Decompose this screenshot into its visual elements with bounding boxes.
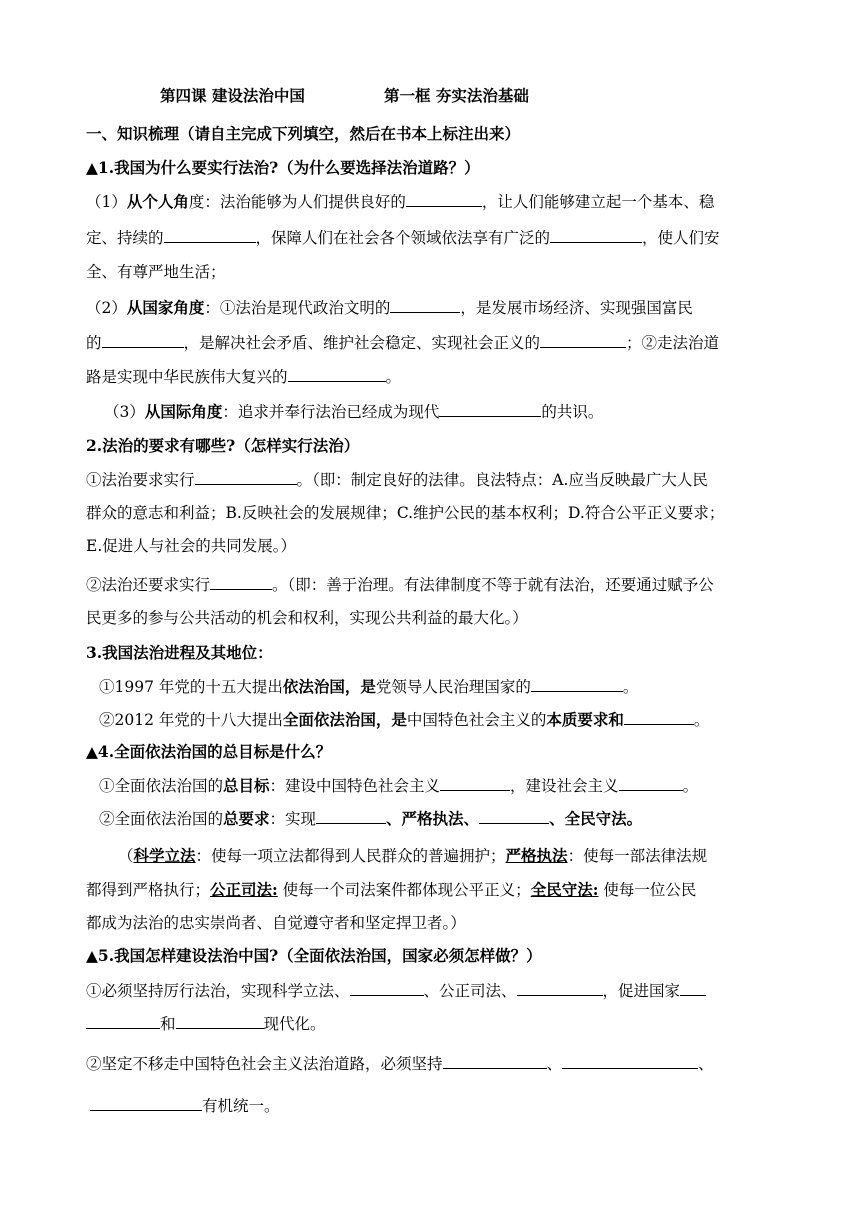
q5-line2 bbox=[86, 1013, 326, 1034]
blank-input[interactable] bbox=[176, 1013, 264, 1029]
blank-input[interactable] bbox=[680, 980, 706, 996]
blank-input[interactable] bbox=[540, 332, 626, 348]
q1-p3-text-b: 的共识。 bbox=[541, 403, 604, 421]
blank-input[interactable] bbox=[210, 574, 272, 590]
blank-input[interactable] bbox=[479, 808, 549, 824]
q1-p1-keyword: 从个人角 bbox=[126, 192, 189, 211]
q4-l1-c: ：建设中国特色社会主义 bbox=[269, 777, 441, 795]
q1-p1-text-c: 定、持续的 bbox=[86, 229, 164, 247]
q1-p1-text-d: ，保障人们在社会各个领域依法享有广泛的 bbox=[255, 229, 551, 247]
blank-input[interactable] bbox=[390, 297, 460, 313]
q4-l1-d: ，建设社会主义 bbox=[510, 777, 619, 795]
q4-line1 bbox=[99, 775, 698, 796]
blank-input[interactable] bbox=[195, 469, 297, 485]
section-title: 第一框 夯实法治基础 bbox=[384, 86, 529, 105]
q1-p2-text-a: ：①法治是现代政治文明的 bbox=[204, 299, 391, 317]
q4-note-key3: 公正司法: bbox=[210, 880, 278, 899]
q3-l1-b: 依法治国，是 bbox=[282, 677, 376, 696]
blank-input[interactable] bbox=[443, 1053, 547, 1069]
q1-p3-prefix: （3） bbox=[104, 403, 145, 421]
q4-note-text5: 使每一位公民 bbox=[598, 881, 697, 899]
q5-l2-b: 现代化。 bbox=[263, 1015, 326, 1033]
blank-input[interactable] bbox=[550, 227, 642, 243]
q4-l2-c: ：实现 bbox=[269, 810, 317, 828]
q4-note-text4: 使每一个司法案件都体现公平正义； bbox=[277, 881, 531, 899]
q5-line4 bbox=[90, 1095, 280, 1116]
q1-p2-text-b: ，是发展市场经济、实现强国富民 bbox=[460, 299, 693, 317]
q2-b-text-2: 。（即：善于治理。有法律制度不等于就有法治，还要通过赋予公 bbox=[272, 576, 714, 594]
q2-a-text-1: ①法治要求实行 bbox=[86, 471, 195, 489]
blank-input[interactable] bbox=[86, 1013, 160, 1029]
q3-l2-a: ②2012 年党的十八大提出 bbox=[99, 711, 283, 729]
q5-l1-c: ，促进国家 bbox=[602, 982, 681, 1000]
blank-input[interactable] bbox=[90, 1095, 202, 1111]
q1-p2-text-d: ，是解决社会矛盾、维护社会稳定、实现社会正义的 bbox=[183, 334, 541, 352]
q4-l2-e: 、全民守法。 bbox=[549, 809, 643, 828]
q4-l2-d: 、严格执法、 bbox=[386, 809, 480, 828]
q1-p2-text-f: 路是实现中华民族伟大复兴的 bbox=[86, 368, 288, 386]
blank-input[interactable] bbox=[316, 808, 386, 824]
q5-line1 bbox=[86, 980, 706, 1001]
q1-p2-keyword: 从国家角度 bbox=[126, 298, 205, 317]
q2-b-line2: 民更多的参与公共活动的机会和权利，实现公共利益的最大化。） bbox=[86, 609, 528, 627]
q4-note-text1: ：使每一项立法都得到人民群众的普遍拥护； bbox=[195, 847, 506, 865]
q1-p1-line1 bbox=[86, 191, 714, 212]
q3-line2 bbox=[99, 709, 709, 730]
blank-input[interactable] bbox=[531, 676, 623, 692]
q5-l3-a: ②坚定不移走中国特色社会主义法治道路，必须坚持 bbox=[86, 1055, 443, 1073]
q1-p1-text-a: 度：法治能够为人们提供良好的 bbox=[188, 193, 406, 211]
q3-l2-d: 本质要求和 bbox=[546, 710, 624, 729]
q3-heading: 3.我国法治进程及其地位： bbox=[86, 643, 273, 662]
q4-note-line1 bbox=[118, 846, 707, 866]
q4-line2 bbox=[99, 808, 642, 829]
q3-line1 bbox=[99, 676, 638, 697]
blank-input[interactable] bbox=[517, 980, 603, 996]
part1-heading: 一、知识梳理（请自主完成下列填空，然后在书本上标注出来） bbox=[86, 124, 521, 143]
q3-l2-b: 全面依法治国，是 bbox=[282, 710, 407, 729]
q1-p3-keyword: 从国际角度 bbox=[144, 402, 223, 421]
q4-note-line3: 都成为法治的忠实崇尚者、自觉遵守者和坚定捍卫者。） bbox=[86, 914, 466, 932]
q1-p1-text-e: ，使人们安 bbox=[642, 229, 720, 247]
q4-note-text2: ：使每一部法律法规 bbox=[567, 847, 708, 865]
q3-l1-d: 。 bbox=[622, 678, 639, 696]
q4-note-text3: 都得到严格执行； bbox=[86, 881, 211, 899]
q2-a-line2: 群众的意志和利益；B.反映社会的发展规律；C.维护公民的基本权利；D.符合公平正义要求； bbox=[86, 504, 725, 522]
blank-input[interactable] bbox=[440, 775, 510, 791]
q1-p2-text-c: 的 bbox=[86, 334, 102, 352]
q1-heading: ▲1.我国为什么要实行法治?（为什么要选择法治道路？） bbox=[86, 158, 480, 177]
blank-input[interactable] bbox=[562, 1053, 698, 1069]
q5-l4-a: 有机统一。 bbox=[202, 1097, 280, 1115]
q1-p1-line2 bbox=[86, 227, 720, 248]
blank-input[interactable] bbox=[164, 227, 256, 243]
q1-p3-text-a: ：追求并奉行法治已经成为现代 bbox=[222, 403, 440, 421]
q5-heading: ▲5.我国怎样建设法治中国?（全面依法治国，国家必须怎样做？） bbox=[86, 946, 542, 965]
q1-p1-line3: 全、有尊严地生活； bbox=[86, 263, 226, 281]
q5-line3 bbox=[86, 1053, 714, 1074]
blank-input[interactable] bbox=[288, 366, 386, 382]
q1-p2-line1 bbox=[86, 297, 693, 318]
q2-a-text-2: 。（即：制定良好的法律。良法特点：A.应当反映最广大人民 bbox=[296, 471, 708, 489]
q5-l1-b: 、公正司法、 bbox=[423, 982, 517, 1000]
q2-heading: 2.法治的要求有哪些?（怎样实行法治） bbox=[86, 436, 360, 455]
q1-p2-text-g: 。 bbox=[385, 368, 402, 386]
q1-p1-prefix: （1） bbox=[86, 193, 127, 211]
q4-l2-b: 总要求 bbox=[223, 809, 270, 828]
q4-note-line2 bbox=[86, 880, 696, 900]
q3-l1-c: 党领导人民治理国家的 bbox=[375, 678, 531, 696]
q5-l3-b: 、 bbox=[546, 1055, 563, 1073]
blank-input[interactable] bbox=[102, 332, 184, 348]
blank-input[interactable] bbox=[406, 191, 482, 207]
q4-l1-e: 。 bbox=[682, 777, 699, 795]
q4-note-key2: 严格执法 bbox=[505, 846, 568, 865]
q4-l1-a: ①全面依法治国的 bbox=[99, 777, 224, 795]
q3-l1-a: ①1997 年党的十五大提出 bbox=[99, 678, 283, 696]
lesson-title: 第四课 建设法治中国 bbox=[160, 86, 305, 105]
q3-l2-e: 。 bbox=[693, 711, 710, 729]
q2-b-line1 bbox=[86, 574, 714, 595]
q1-p2-text-e: ；②走法治道 bbox=[626, 334, 720, 352]
q4-heading: ▲4.全面依法治国的总目标是什么？ bbox=[86, 742, 332, 761]
q1-p2-line2 bbox=[86, 332, 719, 353]
q1-p1-text-b: ，让人们能够建立起一个基本、稳 bbox=[481, 193, 715, 211]
q4-note-key4: 全民守法: bbox=[530, 880, 599, 899]
q5-l3-c: 、 bbox=[698, 1055, 714, 1073]
q5-l2-a: 和 bbox=[160, 1015, 176, 1033]
q4-note-open: （ bbox=[118, 847, 134, 865]
blank-input[interactable] bbox=[350, 980, 424, 996]
q1-p2-line3 bbox=[86, 366, 401, 387]
q4-note-key1: 科学立法 bbox=[133, 846, 196, 865]
blank-input[interactable] bbox=[619, 775, 683, 791]
q2-a-line1 bbox=[86, 469, 708, 490]
q2-a-line3: E.促进人与社会的共同发展。） bbox=[86, 537, 296, 555]
q4-l2-a: ②全面依法治国的 bbox=[99, 810, 224, 828]
q3-l2-c: 中国特色社会主义的 bbox=[406, 711, 547, 729]
blank-input[interactable] bbox=[439, 401, 541, 417]
blank-input[interactable] bbox=[624, 709, 694, 725]
q1-p3-line bbox=[104, 401, 603, 422]
q1-p2-prefix: （2） bbox=[86, 299, 127, 317]
q5-l1-a: ①必须坚持厉行法治，实现科学立法、 bbox=[86, 982, 350, 1000]
q4-l1-b: 总目标 bbox=[223, 776, 270, 795]
q2-b-text-1: ②法治还要求实行 bbox=[86, 576, 211, 594]
